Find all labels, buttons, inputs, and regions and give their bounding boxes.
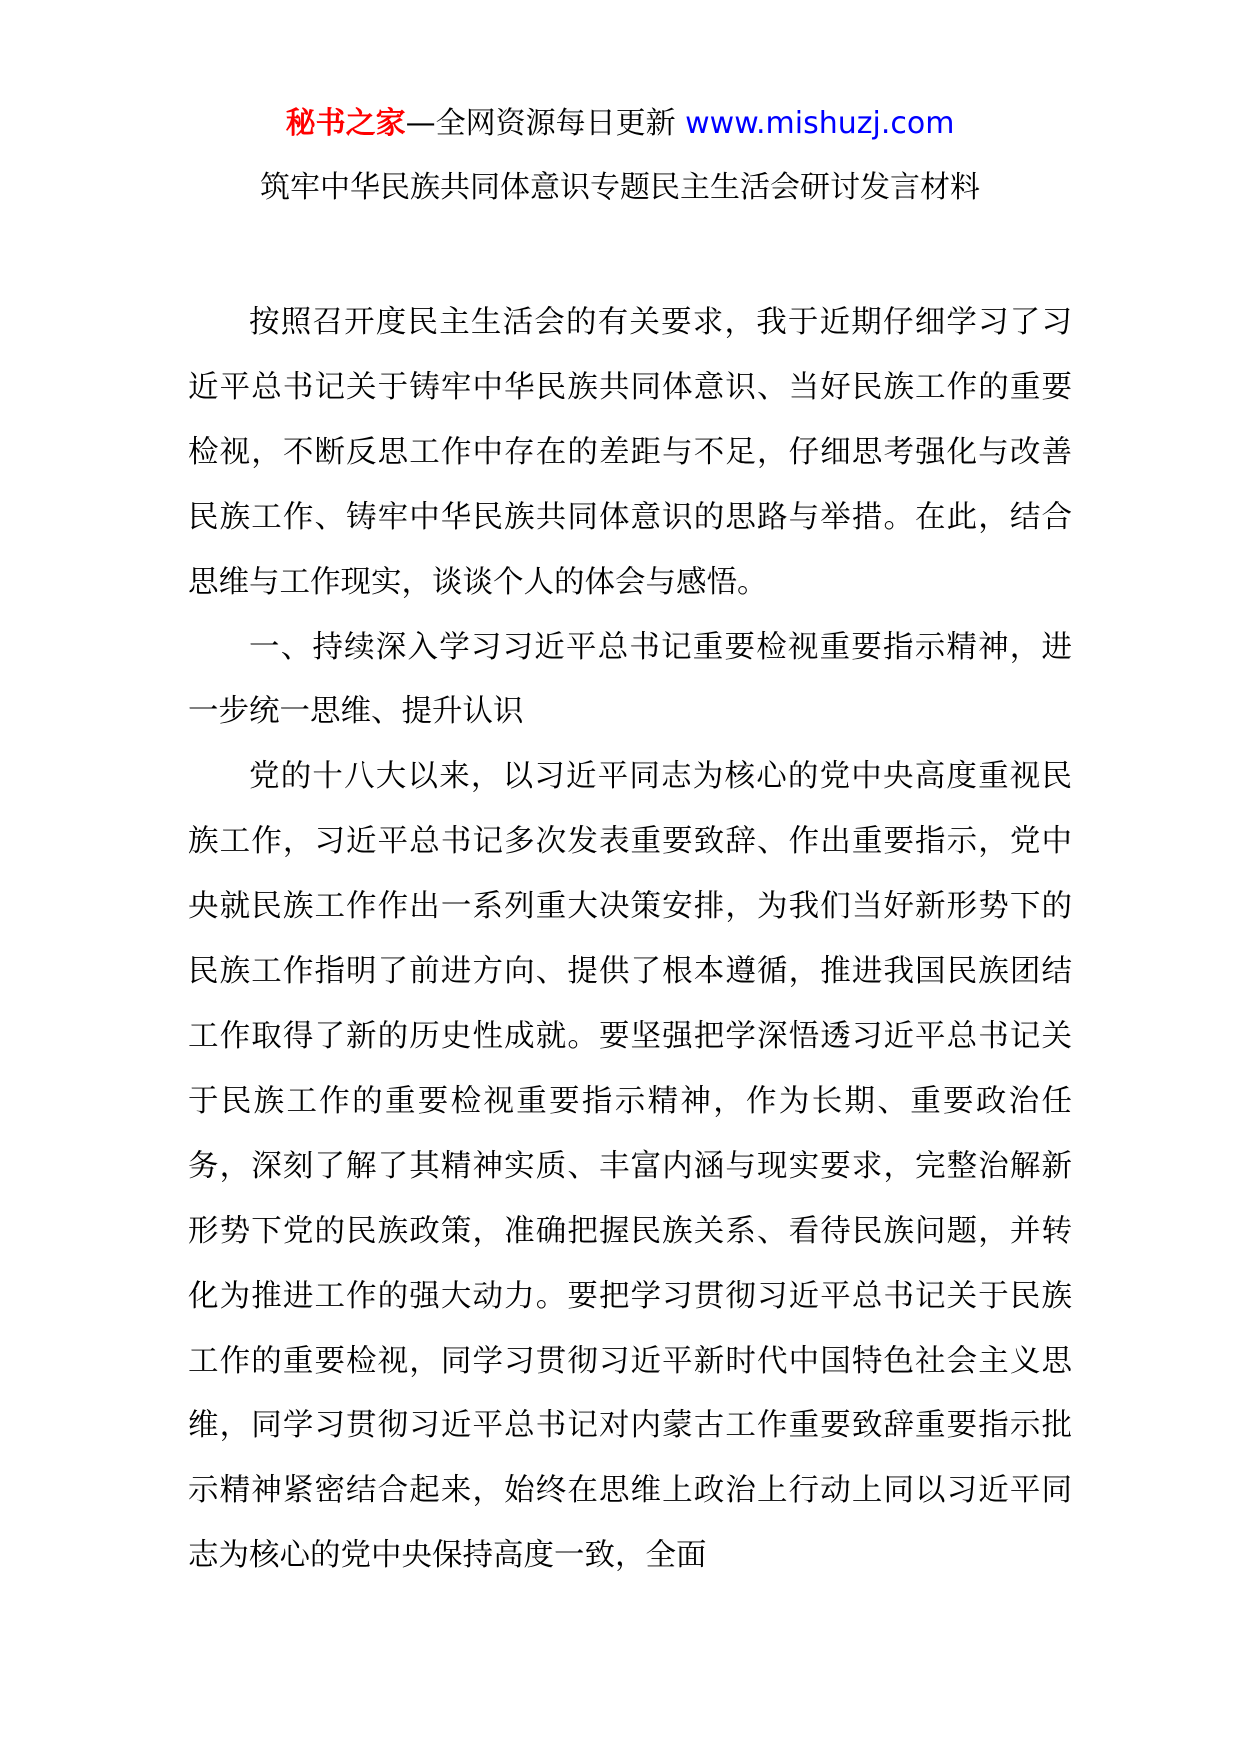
site-brand: 秘书之家	[285, 106, 406, 141]
section-heading-1: 一、持续深入学习习近平总书记重要检视重要指示精神，进一步统一思维、提升认识	[188, 629, 1072, 730]
document-title: 筑牢中华民族共同体意识专题民主生活会研讨发言材料	[260, 170, 980, 205]
site-tagline: —全网资源每日更新	[405, 106, 686, 141]
document-body	[188, 291, 1072, 1589]
paragraph-intro: 按照召开度民主生活会的有关要求，我于近期仔细学习了习近平总书记关于铸牢中华民族共同体意识、当好民族工作的重要检视，不断反思工作中存在的差距与不足，仔细思考强化与改善民族工作、铸牢中华民族共同体意识的思路与举措。在此，结合思维与工作现实，谈谈个人的体会与感悟。	[188, 305, 1072, 600]
site-url-link[interactable]: www.mishuzj.com	[685, 106, 955, 141]
paragraph-section-1: 党的十八大以来，以习近平同志为核心的党中央高度重视民族工作，习近平总书记多次发表重要致辞、作出重要指示，党中央就民族工作作出一系列重大决策安排，为我们当好新形势下的民族工作指明了前进方向、提供了根本遵循，推进我国民族团结工作取得了新的历史性成就。要坚强把学深悟透习近平总书记关于民族工作的重要检视重要指示精神，作为长期、重要政治任务，深刻了解了其精神实质、丰富内涵与现实要求，完整治解新形势下党的民族政策，准确把握民族关系、看待民族问题，并转化为推进工作的强大动力。要把学习贯彻习近平总书记关于民族工作的重要检视，同学习贯彻习近平新时代中国特色社会主义思维，同学习贯彻习近平总书记对内蒙古工作重要致辞重要指示批示精神紧密结合起来，始终在思维上政治上行动上同以习近平同志为核心的党中央保持高度一致，全面	[188, 759, 1072, 1574]
site-header	[0, 100, 1240, 148]
